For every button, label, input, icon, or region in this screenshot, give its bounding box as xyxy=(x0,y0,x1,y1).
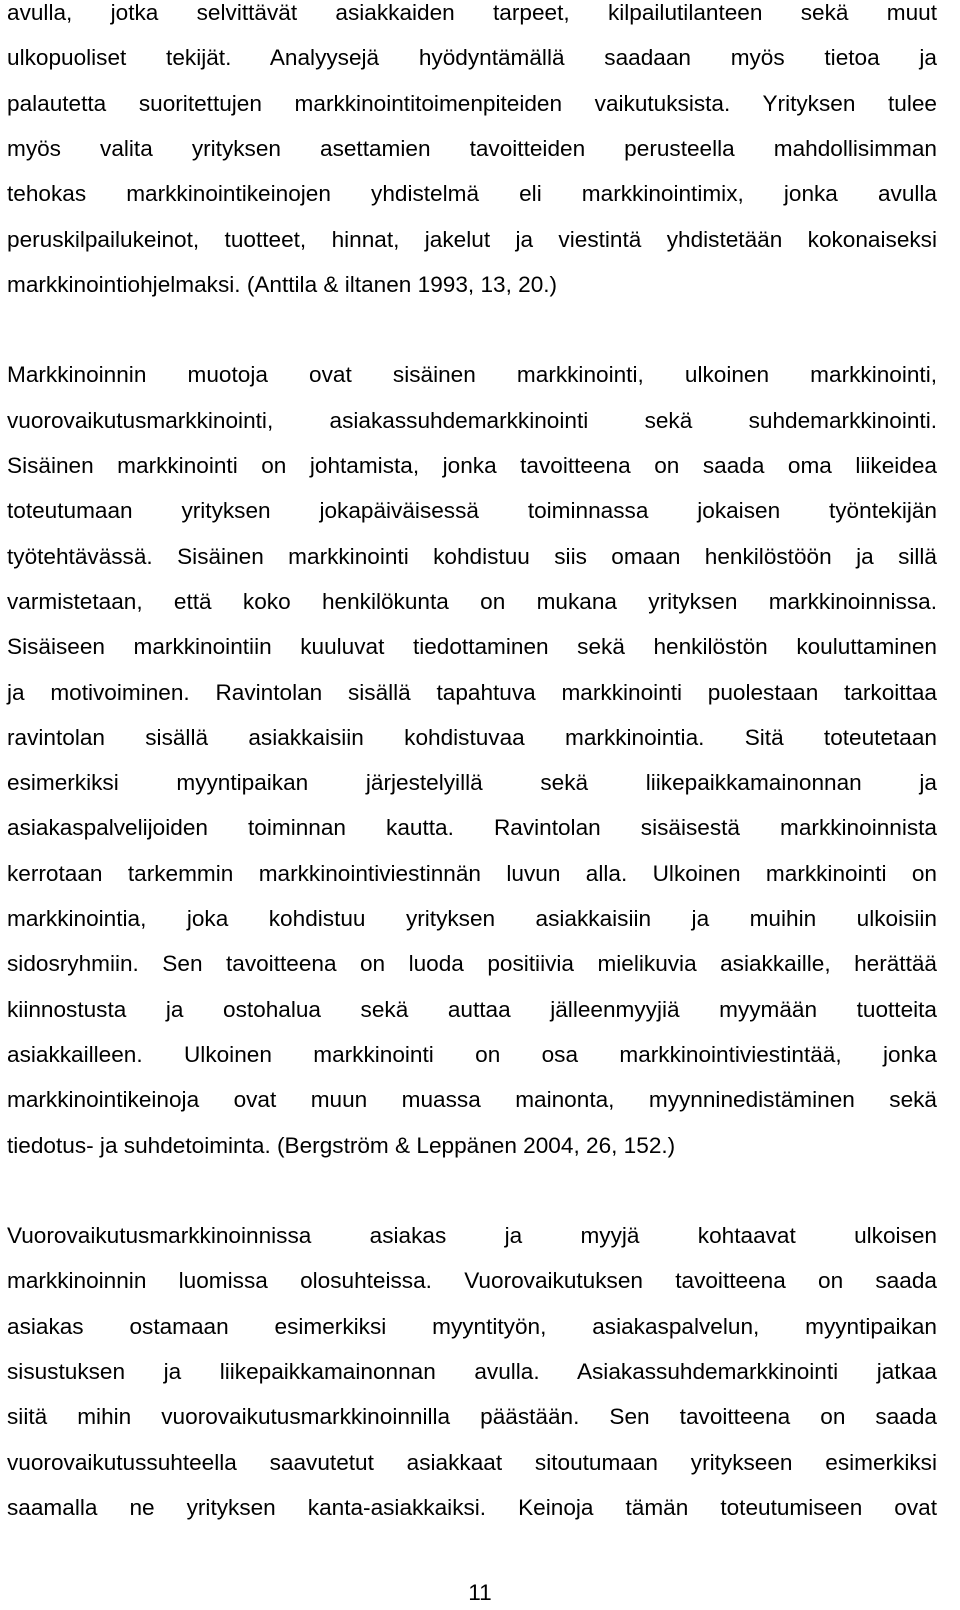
text-line: palautetta suoritettujen markkinointitoimenpiteiden vaikutuksista. Yrityksen tulee xyxy=(7,90,937,116)
text-line: esimerkiksi myyntipaikan järjestelyillä sekä liikepaikkamainonnan ja xyxy=(7,770,937,796)
text-line: ja motivoiminen. Ravintolan sisällä tapahtuva markkinointi puolestaan tarkoittaa xyxy=(7,679,937,705)
text-line: tehokas markkinointikeinojen yhdistelmä eli markkinointimix, jonka avulla xyxy=(7,181,937,207)
text-line: tiedotus- ja suhdetoiminta. (Bergström & Leppänen 2004, 26, 152.) xyxy=(7,1132,676,1158)
text-line: Vuorovaikutusmarkkinoinnissa asiakas ja myyjä kohtaavat ulkoisen xyxy=(7,1223,937,1249)
text-line: Sisäinen markkinointi on johtamista, jonka tavoitteena on saada oma liikeidea xyxy=(7,453,937,478)
text-line: kiinnostusta ja ostohalua sekä auttaa jälleenmyyjiä myymään tuotteita xyxy=(7,996,937,1022)
text-line: peruskilpailukeinot, tuotteet, hinnat, jakelut ja viestintä yhdistetään kokonaiseksi xyxy=(7,226,937,252)
text-line: Sisäiseen markkinointiin kuuluvat tiedottaminen sekä henkilöstön kouluttaminen xyxy=(7,634,937,660)
text-line: sidosryhmiin. Sen tavoitteena on luoda positiivia mielikuvia asiakkaille, herättää xyxy=(7,951,937,977)
text-line: markkinointikeinoja ovat muun muassa mainonta, myynninedistäminen sekä xyxy=(7,1087,937,1113)
text-line: siitä mihin vuorovaikutusmarkkinoinnilla päästään. Sen tavoitteena on saada xyxy=(7,1404,937,1430)
page-number: 11 xyxy=(468,1580,492,1605)
text-line: asiakas ostamaan esimerkiksi myyntityön, asiakaspalvelun, myyntipaikan xyxy=(7,1313,937,1339)
text-line: varmistetaan, että koko henkilökunta on mukana yrityksen markkinoinnissa. xyxy=(7,588,937,614)
text-line: saamalla ne yrityksen kanta-asiakkaiksi. Keinoja tämän toteutumiseen ovat xyxy=(7,1494,937,1520)
text-line: asiakkailleen. Ulkoinen markkinointi on osa markkinointiviestintää, jonka xyxy=(7,1041,937,1067)
text-line: markkinointiohjelmaksi. (Anttila & iltanen 1993, 13, 20.) xyxy=(7,271,558,297)
text-line: Markkinoinnin muotoja ovat sisäinen markkinointi, ulkoinen markkinointi, xyxy=(7,362,937,388)
text-line: markkinoinnin luomissa olosuhteissa. Vuorovaikutuksen tavoitteena on saada xyxy=(7,1268,937,1294)
text-line: asiakaspalvelijoiden toiminnan kautta. Ravintolan sisäisestä markkinoinnista xyxy=(7,815,937,841)
text-line: työtehtävässä. Sisäinen markkinointi kohdistuu siis omaan henkilöstöön ja sillä xyxy=(7,543,937,569)
text-line: markkinointia, joka kohdistuu yrityksen asiakkaisiin ja muihin ulkoisiin xyxy=(7,906,937,931)
text-line: avulla, jotka selvittävät asiakkaiden tarpeet, kilpailutilanteen sekä muut xyxy=(7,0,937,25)
text-line: vuorovaikutussuhteella saavutetut asiakkaat sitoutumaan yritykseen esimerkiksi xyxy=(7,1449,937,1475)
text-line: ravintolan sisällä asiakkaisiin kohdistuvaa markkinointia. Sitä toteutetaan xyxy=(7,724,937,750)
text-line: myös valita yrityksen asettamien tavoitteiden perusteella mahdollisimman xyxy=(7,135,937,161)
text-line: ulkopuoliset tekijät. Analyysejä hyödyntämällä saadaan myös tietoa ja xyxy=(7,45,937,71)
text-line: toteutumaan yrityksen jokapäiväisessä toiminnassa jokaisen työntekijän xyxy=(7,498,937,524)
text-line: kerrotaan tarkemmin markkinointiviestinnän luvun alla. Ulkoinen markkinointi on xyxy=(7,860,937,886)
text-line: vuorovaikutusmarkkinointi, asiakassuhdemarkkinointi sekä suhdemarkkinointi. xyxy=(7,407,937,433)
text-line: sisustuksen ja liikepaikkamainonnan avulla. Asiakassuhdemarkkinointi jatkaa xyxy=(7,1359,937,1384)
